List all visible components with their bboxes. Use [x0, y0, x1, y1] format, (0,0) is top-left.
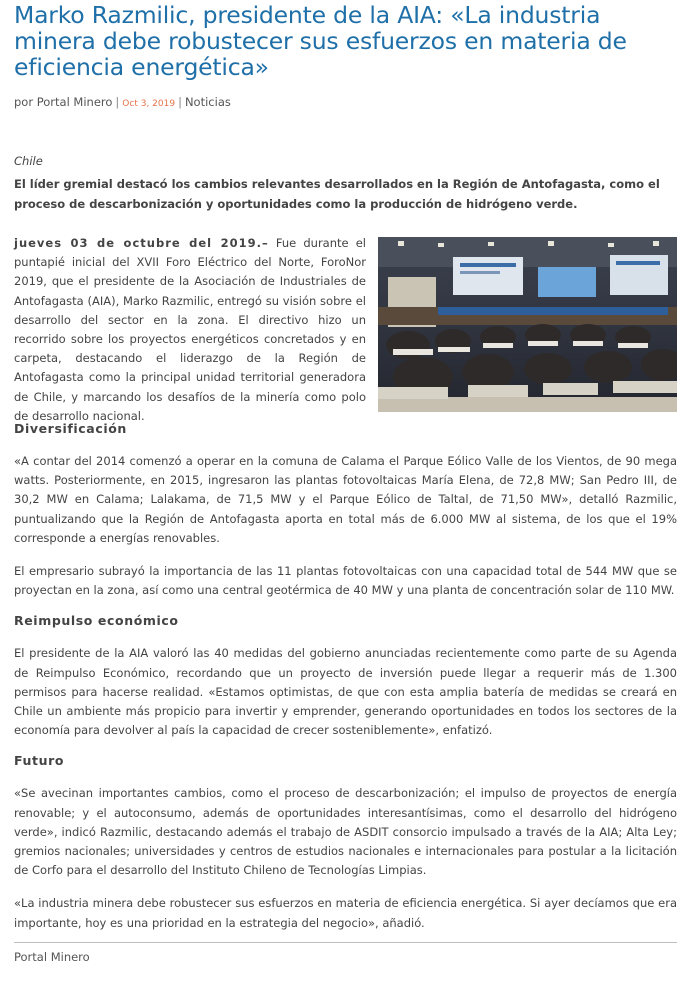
- paragraph: El empresario subrayó la importancia de las 11 plantas fotovoltaicas con una capacidad total de 544 MW que se proyectan en la zona, así como una central geotérmica de 40 MW y una planta de concentración solar de 110 MW.: [14, 564, 677, 598]
- footer-divider: [14, 942, 677, 943]
- article: [14, 0, 677, 965]
- region-label: Chile: [14, 154, 43, 168]
- footer-source: Portal Minero: [14, 949, 90, 964]
- article-title: Marko Razmilic, presidente de la AIA: «La industria minera debe robustecer sus esfuerzos en materia de eficiencia energética»: [14, 1, 627, 81]
- conference-photo: [378, 237, 677, 412]
- author-link[interactable]: por Portal Minero: [14, 95, 113, 109]
- section-heading-reimpulso: Reimpulso económico: [14, 613, 179, 629]
- intro-body: Fue durante el puntapié inicial del XVII Foro Eléctrico del Norte, ForoNor 2019, que el presidente de la Asociación de Industriales de Antofagasta (AIA), Marko Razmilic, entregó su visión sobre el desarrollo del sector en la zona. El directivo hizo un recorrido sobre los proyectos energéticos concretados y en carpeta, destacando el liderazgo de la Región de Antofagasta como la principal unidad territorial generadora de Chile, y marcando los desafíos de la minería como polo de desarrollo nacional.: [14, 236, 366, 423]
- paragraph: «A contar del 2014 comenzó a operar en la comuna de Calama el Parque Eólico Valle de los Vientos, de 90 mega watts. Posteriormente, en 2015, ingresaron las plantas fotovoltaicas María Elena, de 72,8 MW; San Pedro III, de 30,2 MW en Calama; Lalakama, de 71,5 MW y el Parque Eólico de Taltal, de 71,50 MW», detalló Razmilic, puntualizando que la Región de Antofagasta aporta en total más de 6.000 MW al sistema, de los que el 19% corresponde a energías renovables.: [14, 454, 677, 545]
- section-heading-futuro: Futuro: [14, 753, 65, 769]
- article-meta: por Portal Minero | Oct 3, 2019 | Noticias: [14, 95, 231, 109]
- category-link[interactable]: Noticias: [184, 95, 231, 109]
- paragraph: «Se avecinan importantes cambios, como el proceso de descarbonización; el impulso de proyectos de energía renovable; y el autoconsumo, además de oportunidades interesantísimas, como el desarrollo del hidrógeno verde», indicó Razmilic, destacando además el trabajo de ASDIT consorcio impulsado a través de la AIA; Alta Ley; gremios nacionales; universidades y centros de estudios nacionales e internacionales para postular a la licitación de Corfo para el desarrollo del Instituto Chileno de Tecnologías Limpias.: [14, 786, 677, 878]
- conference-photo-illustration: [378, 237, 677, 412]
- paragraph: «La industria minera debe robustecer sus esfuerzos en materia de eficiencia energética. Si ayer decíamos que era importante, hoy es una prioridad en la estrategia del negocio», añadió.: [14, 896, 677, 930]
- intro-block: [14, 234, 677, 423]
- paragraph: El presidente de la AIA valoró las 40 medidas del gobierno anunciadas recientemente como parte de su Agenda de Reimpulso Económico, recordando que un proyecto de inversión puede llegar a requerir más de 1.300 permisos para hacerse realidad. «Estamos optimistas, de que con esta amplia batería de medidas se creará en Chile un ambiente más propicio para invertir y emprender, generando oportunidades en todos los sectores de la economía para devolver al país la capacidad de crecer sosteniblemente», enfatizó.: [14, 646, 677, 738]
- section-heading-diversificacion: Diversificación: [14, 421, 127, 436]
- article-lead: El líder gremial destacó los cambios relevantes desarrollados en la Región de Antofagasta, como el proceso de descarbonización y oportunidades como la producción de hidrógeno verde.: [14, 177, 660, 211]
- publish-date: Oct 3, 2019: [122, 99, 176, 109]
- intro-paragraph: [14, 234, 366, 426]
- intro-dateline: jueves 03 de octubre del 2019.–: [14, 236, 269, 250]
